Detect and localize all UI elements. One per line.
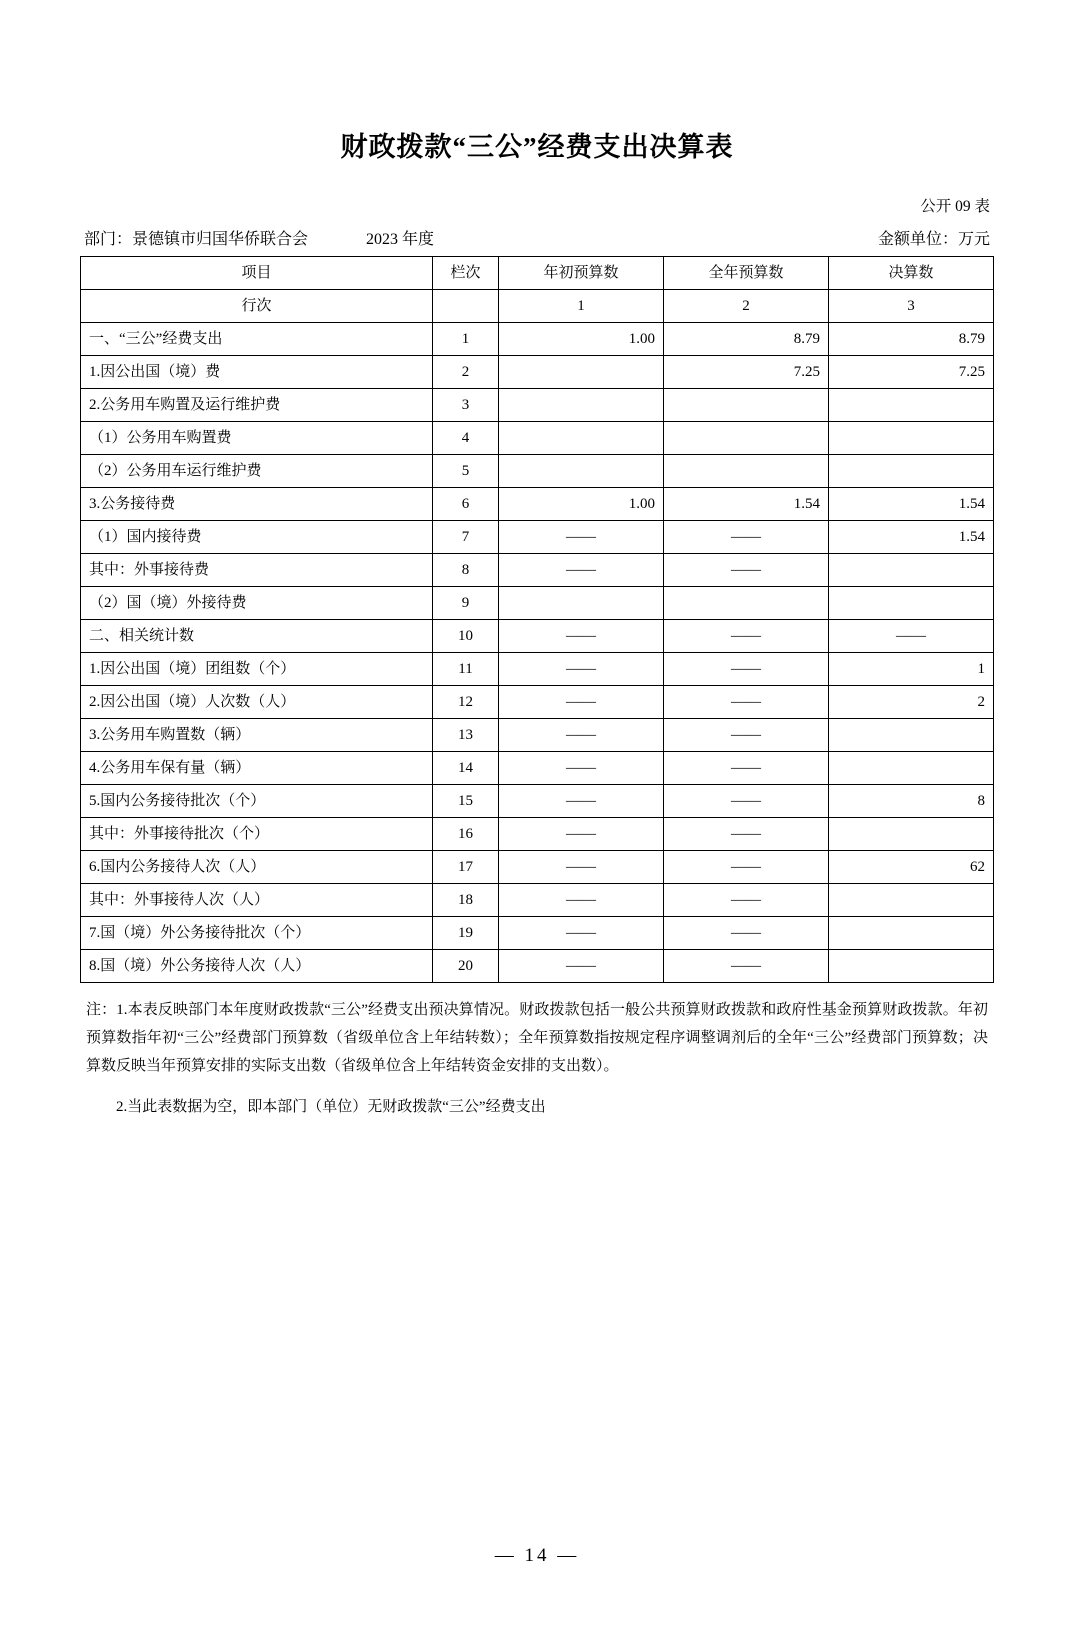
row-column-index: 1	[433, 323, 499, 356]
page-title: 财政拨款“三公”经费支出决算表	[340, 132, 734, 162]
row-column-index: 18	[433, 884, 499, 917]
row-column-index: 3	[433, 389, 499, 422]
row-item-label: 1.因公出国（境）费	[81, 356, 433, 389]
row-annual-budget	[664, 455, 829, 488]
row-annual-budget: ——	[664, 818, 829, 851]
table-row	[81, 587, 994, 620]
table-notes	[80, 997, 994, 1122]
fiscal-year: 2023 年度	[366, 231, 435, 248]
row-column-index: 16	[433, 818, 499, 851]
sheet-code: 公开 09 表	[920, 198, 990, 215]
row-final-account	[829, 752, 994, 785]
row-column-index: 5	[433, 455, 499, 488]
row-final-account	[829, 455, 994, 488]
row-item-label: 一、“三公”经费支出	[81, 323, 433, 356]
row-final-account	[829, 422, 994, 455]
row-initial-budget	[499, 389, 664, 422]
table-row	[81, 719, 994, 752]
department-name: 景德镇市归国华侨联合会	[132, 231, 309, 248]
header-item: 项目	[81, 257, 433, 290]
row-final-account: 1.54	[829, 488, 994, 521]
row-annual-budget: ——	[664, 884, 829, 917]
row-initial-budget: 1.00	[499, 488, 664, 521]
row-item-label: 5.国内公务接待批次（个）	[81, 785, 433, 818]
row-annual-budget: ——	[664, 653, 829, 686]
table-row	[81, 620, 994, 653]
row-column-index: 7	[433, 521, 499, 554]
row-item-label: 其中：外事接待人次（人）	[81, 884, 433, 917]
row-initial-budget: ——	[499, 554, 664, 587]
row-final-account	[829, 818, 994, 851]
table-row	[81, 488, 994, 521]
row-index-2: 2	[664, 290, 829, 323]
row-initial-budget: ——	[499, 719, 664, 752]
row-annual-budget: ——	[664, 785, 829, 818]
row-initial-budget	[499, 356, 664, 389]
row-column-index: 13	[433, 719, 499, 752]
row-annual-budget: ——	[664, 752, 829, 785]
row-final-account	[829, 554, 994, 587]
document-page	[0, 125, 1074, 1645]
table-row	[81, 785, 994, 818]
row-item-label: 7.国（境）外公务接待批次（个）	[81, 917, 433, 950]
row-column-index: 15	[433, 785, 499, 818]
row-initial-budget	[499, 455, 664, 488]
row-final-account	[829, 950, 994, 983]
table-row	[81, 554, 994, 587]
table-row	[81, 917, 994, 950]
row-annual-budget: ——	[664, 950, 829, 983]
row-annual-budget: 8.79	[664, 323, 829, 356]
row-annual-budget: ——	[664, 917, 829, 950]
table-row	[81, 323, 994, 356]
row-item-label: 2.因公出国（境）人次数（人）	[81, 686, 433, 719]
row-final-account	[829, 587, 994, 620]
row-final-account: 8.79	[829, 323, 994, 356]
row-initial-budget: ——	[499, 752, 664, 785]
row-initial-budget: ——	[499, 686, 664, 719]
row-annual-budget	[664, 422, 829, 455]
row-initial-budget: ——	[499, 785, 664, 818]
row-column-index: 20	[433, 950, 499, 983]
row-initial-budget	[499, 587, 664, 620]
row-initial-budget: ——	[499, 818, 664, 851]
row-column-index: 19	[433, 917, 499, 950]
row-item-label: 1.因公出国（境）团组数（个）	[81, 653, 433, 686]
row-initial-budget: ——	[499, 851, 664, 884]
row-initial-budget: ——	[499, 917, 664, 950]
note-1: 注：1.本表反映部门本年度财政拨款“三公”经费支出预决算情况。财政拨款包括一般公共预算财政拨款和政府性基金预算财政拨款。年初预算数指年初“三公”经费部门预算数（省级单位含上年结转数）；全年预算数指按规定程序调整调剂后的全年“三公”经费部门预算数；决算数反映当年预算安排的实际支出数（省级单位含上年结转资金安排的支出数）。	[86, 1002, 988, 1074]
row-final-account	[829, 884, 994, 917]
row-initial-budget: ——	[499, 950, 664, 983]
row-annual-budget: ——	[664, 851, 829, 884]
row-initial-budget	[499, 422, 664, 455]
row-final-account	[829, 917, 994, 950]
row-annual-budget: 7.25	[664, 356, 829, 389]
table-row	[81, 752, 994, 785]
row-item-label: （2）国（境）外接待费	[81, 587, 433, 620]
header-initial-budget: 年初预算数	[499, 257, 664, 290]
amount-unit: 金额单位：万元	[877, 231, 990, 248]
table-header-row	[81, 257, 994, 290]
row-column-index: 14	[433, 752, 499, 785]
note-2: 2.当此表数据为空，即本部门（单位）无财政拨款“三公”经费支出	[116, 1099, 546, 1116]
table-row	[81, 851, 994, 884]
row-final-account: 1	[829, 653, 994, 686]
row-initial-budget: 1.00	[499, 323, 664, 356]
row-column-index: 6	[433, 488, 499, 521]
page-number: — 14 —	[494, 1545, 580, 1566]
table-row	[81, 356, 994, 389]
row-annual-budget: ——	[664, 521, 829, 554]
table-row	[81, 686, 994, 719]
row-annual-budget: ——	[664, 719, 829, 752]
row-item-label: 其中：外事接待费	[81, 554, 433, 587]
row-initial-budget: ——	[499, 653, 664, 686]
header-annual-budget: 全年预算数	[664, 257, 829, 290]
row-item-label: 6.国内公务接待人次（人）	[81, 851, 433, 884]
row-item-label: （2）公务用车运行维护费	[81, 455, 433, 488]
row-item-label: 二、相关统计数	[81, 620, 433, 653]
row-column-index: 9	[433, 587, 499, 620]
row-column-index: 4	[433, 422, 499, 455]
row-annual-budget: ——	[664, 554, 829, 587]
header-final-account: 决算数	[829, 257, 994, 290]
table-body	[81, 257, 994, 983]
header-column-index: 栏次	[433, 257, 499, 290]
row-initial-budget: ——	[499, 884, 664, 917]
table-row	[81, 521, 994, 554]
table-row	[81, 455, 994, 488]
row-item-label: 3.公务用车购置数（辆）	[81, 719, 433, 752]
row-initial-budget: ——	[499, 620, 664, 653]
row-index-blank	[433, 290, 499, 323]
row-index-3: 3	[829, 290, 994, 323]
table-row	[81, 818, 994, 851]
row-annual-budget: ——	[664, 686, 829, 719]
table-row	[81, 389, 994, 422]
row-item-label: （1）公务用车购置费	[81, 422, 433, 455]
row-annual-budget	[664, 587, 829, 620]
row-final-account: 8	[829, 785, 994, 818]
department-info	[84, 226, 308, 249]
row-item-label: （1）国内接待费	[81, 521, 433, 554]
row-final-account: 1.54	[829, 521, 994, 554]
row-item-label: 2.公务用车购置及运行维护费	[81, 389, 433, 422]
row-item-label: 4.公务用车保有量（辆）	[81, 752, 433, 785]
row-column-index: 10	[433, 620, 499, 653]
row-item-label: 3.公务接待费	[81, 488, 433, 521]
table-row	[81, 422, 994, 455]
table-row	[81, 653, 994, 686]
row-initial-budget: ——	[499, 521, 664, 554]
department-label: 部门：	[84, 231, 133, 248]
row-annual-budget: ——	[664, 620, 829, 653]
row-column-index: 8	[433, 554, 499, 587]
three-public-expense-table	[80, 256, 994, 983]
row-index-label: 行次	[81, 290, 433, 323]
row-column-index: 17	[433, 851, 499, 884]
table-row-index-row	[81, 290, 994, 323]
row-index-1: 1	[499, 290, 664, 323]
row-column-index: 11	[433, 653, 499, 686]
row-final-account	[829, 719, 994, 752]
row-final-account: 2	[829, 686, 994, 719]
row-final-account	[829, 389, 994, 422]
row-column-index: 2	[433, 356, 499, 389]
table-row	[81, 884, 994, 917]
row-item-label: 其中：外事接待批次（个）	[81, 818, 433, 851]
row-annual-budget: 1.54	[664, 488, 829, 521]
row-final-account: 7.25	[829, 356, 994, 389]
row-item-label: 8.国（境）外公务接待人次（人）	[81, 950, 433, 983]
table-row	[81, 950, 994, 983]
row-final-account: ——	[829, 620, 994, 653]
table-meta	[80, 226, 994, 249]
row-column-index: 12	[433, 686, 499, 719]
row-final-account: 62	[829, 851, 994, 884]
row-annual-budget	[664, 389, 829, 422]
